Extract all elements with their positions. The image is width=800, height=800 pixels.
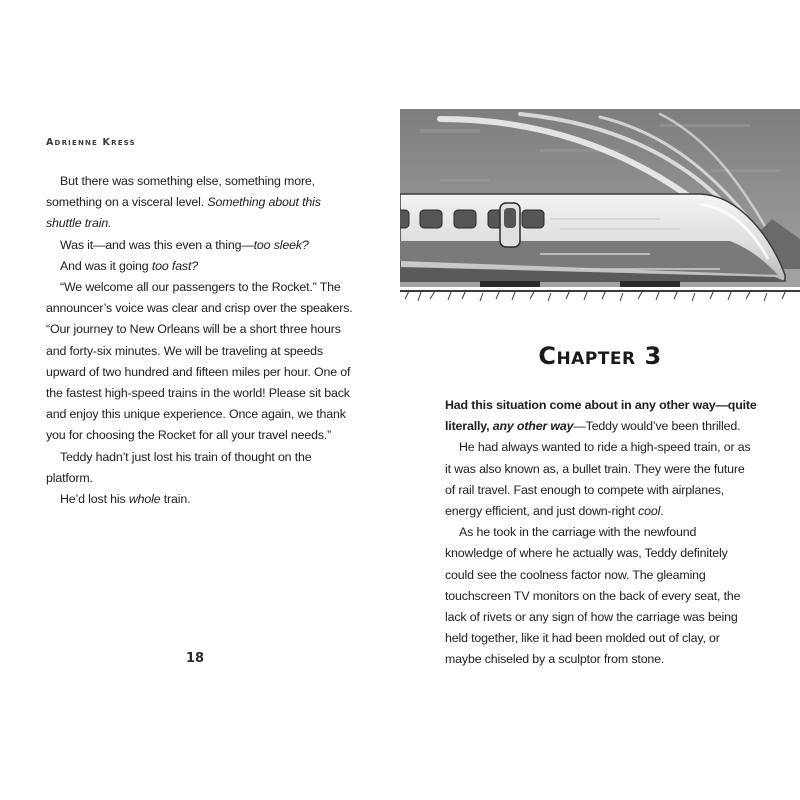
bullet-train-illustration — [400, 109, 800, 309]
running-head: Adrienne Kress — [46, 137, 136, 148]
left-body-text — [46, 171, 358, 510]
text-span: But there was something else, something more, something on a visceral level. — [46, 174, 315, 210]
text-span: train. — [160, 492, 191, 507]
italic-span: whole — [128, 492, 161, 507]
text-span: Teddy hadn’t just lost his train of thought on the platform. — [46, 449, 312, 485]
text-span: —Teddy would’ve been thrilled. — [573, 419, 741, 434]
bold-italic-span: any other way — [492, 419, 574, 434]
text-span: . — [660, 504, 664, 519]
paragraph — [46, 171, 358, 235]
page-number: 18 — [186, 651, 205, 666]
italic-span: Something about this shuttle train. — [46, 195, 321, 231]
italic-span: too sleek? — [253, 237, 309, 252]
train-windows — [400, 210, 544, 228]
paragraph — [46, 447, 358, 489]
paragraph — [46, 277, 358, 447]
italic-span: too fast? — [151, 258, 199, 273]
bold-span: Had this situation come about in any other way—quite literally, — [445, 398, 757, 434]
paragraph — [46, 489, 358, 510]
paragraph — [46, 256, 358, 277]
paragraph — [445, 522, 757, 670]
text-span: As he took in the carriage with the newfound knowledge of where he actually was, Teddy definitely could see the coolness factor now. The gleaming touchscreen TV monitors on the back of every seat, the lack of rivets or any sign of how the carriage was being held together, like it had been molded out of clay, or maybe chiseled by a sculptor from stone. — [445, 525, 741, 667]
text-span: And was it going — [60, 258, 152, 273]
train-door-window — [504, 208, 516, 228]
text-span: Was it—and was this even a thing— — [60, 237, 254, 252]
paragraph — [445, 437, 757, 522]
paragraph — [445, 395, 757, 437]
text-span: He had always wanted to ride a high-speed train, or as it was also known as, a bullet train. They were the future of rail travel. Fast enough to compete with airplanes, energy efficient, and just down-right — [445, 440, 751, 519]
text-span: “We welcome all our passengers to the Rocket.” The announcer’s voice was clear and crisp over the speakers. “Our journey to New Orleans will be a short three hours and forty-six minutes. We will be traveling at speeds upward of two hundred and fifteen miles per hour. One of the fastest high-speed trains in the world! Please sit back and enjoy this unique experience. Once again, we thank you for choosing the Rocket for all your travel needs.” — [46, 280, 353, 443]
italic-span: cool — [638, 504, 661, 519]
chapter-title: Chapter 3 — [538, 342, 662, 370]
paragraph — [46, 235, 358, 256]
right-body-text — [445, 395, 757, 671]
text-span: He’d lost his — [60, 492, 129, 507]
